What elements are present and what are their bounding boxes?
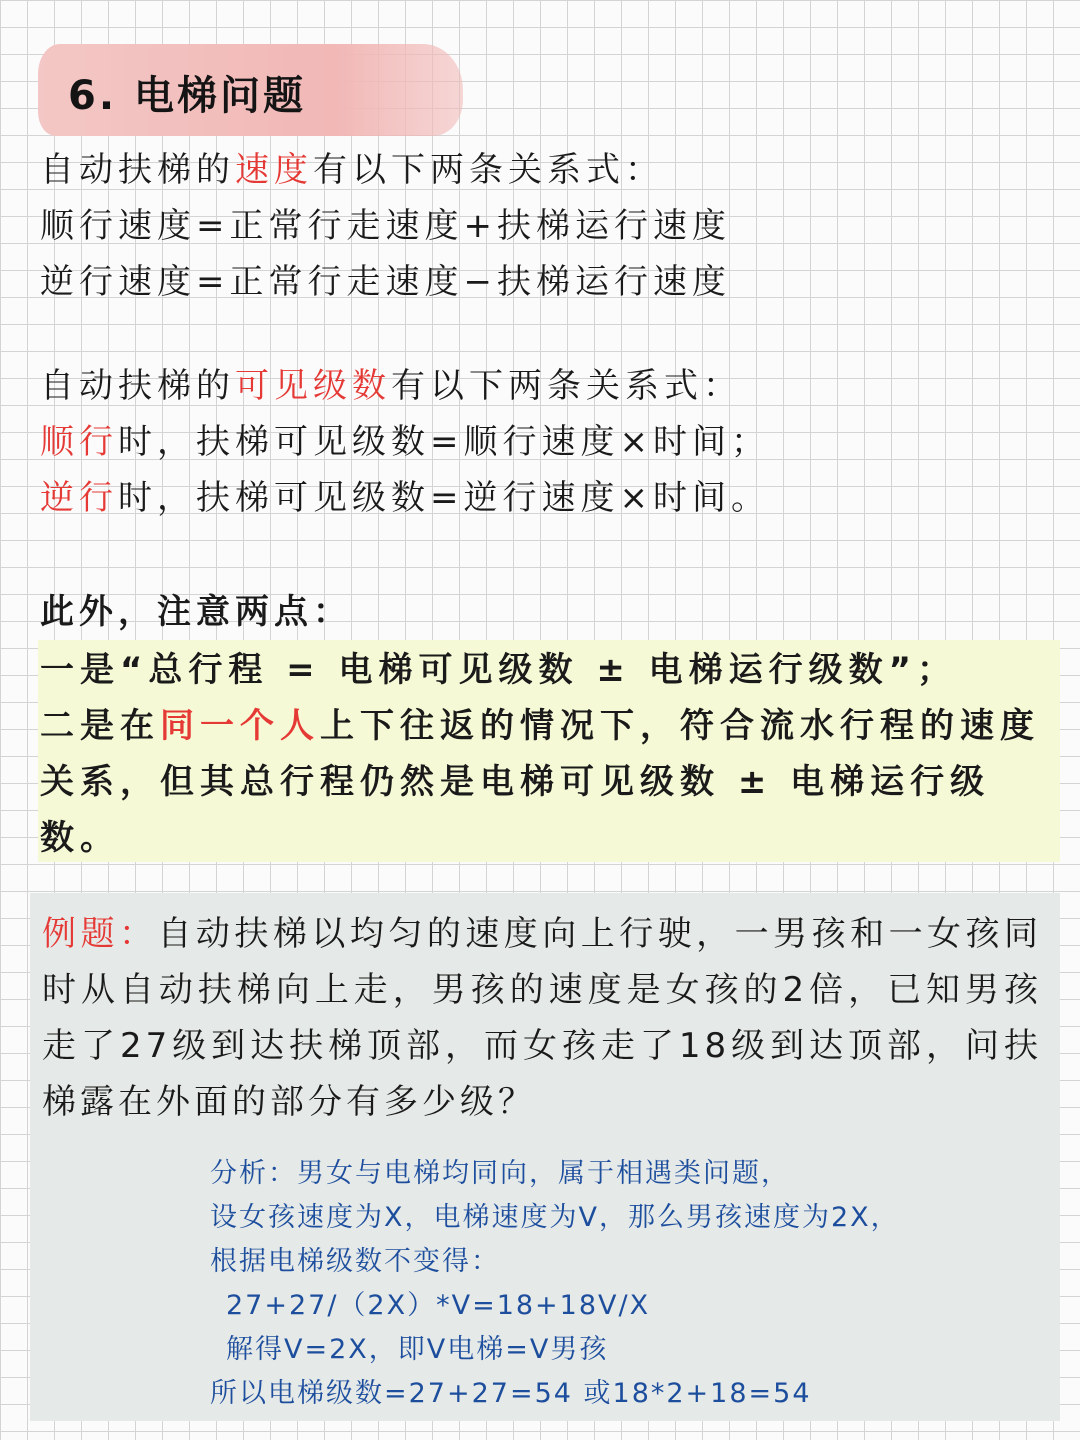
- note-intro: 此外，注意两点：: [40, 592, 352, 632]
- title-banner: [38, 44, 463, 136]
- speed-intro-suffix: 有以下两条关系式：: [313, 150, 664, 190]
- analysis-equation: 27+27/（2X）*V=18+18V/X: [226, 1290, 651, 1321]
- example-label: 例题：: [42, 914, 158, 954]
- example-question: [42, 906, 1042, 1130]
- note-intro-block: [40, 584, 1040, 640]
- analysis-block: [210, 1152, 1040, 1416]
- speed-keyword: 速度: [235, 150, 313, 190]
- upstream-keyword: 逆行: [40, 478, 118, 518]
- note-point-2-prefix: 二是在: [40, 706, 160, 746]
- note-point-2: [40, 698, 1040, 866]
- same-person-keyword: 同一个人: [160, 706, 320, 746]
- steps-formula-upstream-text: 时，扶梯可见级数=逆行速度×时间。: [118, 478, 770, 518]
- speed-formula-downstream: 顺行速度=正常行走速度+扶梯运行速度: [40, 206, 731, 246]
- steps-formula-downstream: [40, 414, 1040, 470]
- analysis-line-1: 分析：男女与电梯均同向，属于相遇类问题，: [210, 1158, 790, 1189]
- speed-section: [40, 142, 1040, 310]
- speed-formula-upstream: 逆行速度=正常行走速度−扶梯运行速度: [40, 262, 731, 302]
- steps-formula-upstream: [40, 470, 1040, 526]
- steps-intro-prefix: 自动扶梯的: [40, 366, 235, 406]
- analysis-line-3: 根据电梯级数不变得：: [210, 1246, 500, 1277]
- analysis-line-2: 设女孩速度为X，电梯速度为V，那么男孩速度为2X，: [210, 1202, 900, 1233]
- steps-section: [40, 358, 1040, 526]
- note-point-1: 一是“总行程 = 电梯可见级数 ± 电梯运行级数”；: [40, 650, 958, 690]
- steps-intro-suffix: 有以下两条关系式：: [391, 366, 742, 406]
- downstream-keyword: 顺行: [40, 422, 118, 462]
- steps-intro: [40, 358, 1040, 414]
- visible-steps-keyword: 可见级数: [235, 366, 391, 406]
- analysis-answer: 所以电梯级数=27+27=54 或18*2+18=54: [210, 1378, 812, 1409]
- note-points: [40, 642, 1040, 866]
- example-text: 自动扶梯以均匀的速度向上行驶，一男孩和一女孩同时从自动扶梯向上走，男孩的速度是女孩的2倍，已知男孩走了27级到达扶梯顶部，而女孩走了18级到达顶部，问扶梯露在外面的部分有多少级？: [42, 914, 1043, 1122]
- analysis-solution: 解得V=2X，即V电梯=V男孩: [226, 1334, 609, 1365]
- speed-intro: [40, 142, 1040, 198]
- steps-formula-downstream-text: 时，扶梯可见级数=顺行速度×时间；: [118, 422, 770, 462]
- page-title: 6. 电梯问题: [68, 73, 306, 119]
- note-point-2-rest: 上下往返的情况下，符合流水行程的速度关系，但其总行程仍然是电梯可见级数 ± 电梯运行级数。: [40, 706, 1040, 858]
- speed-intro-prefix: 自动扶梯的: [40, 150, 235, 190]
